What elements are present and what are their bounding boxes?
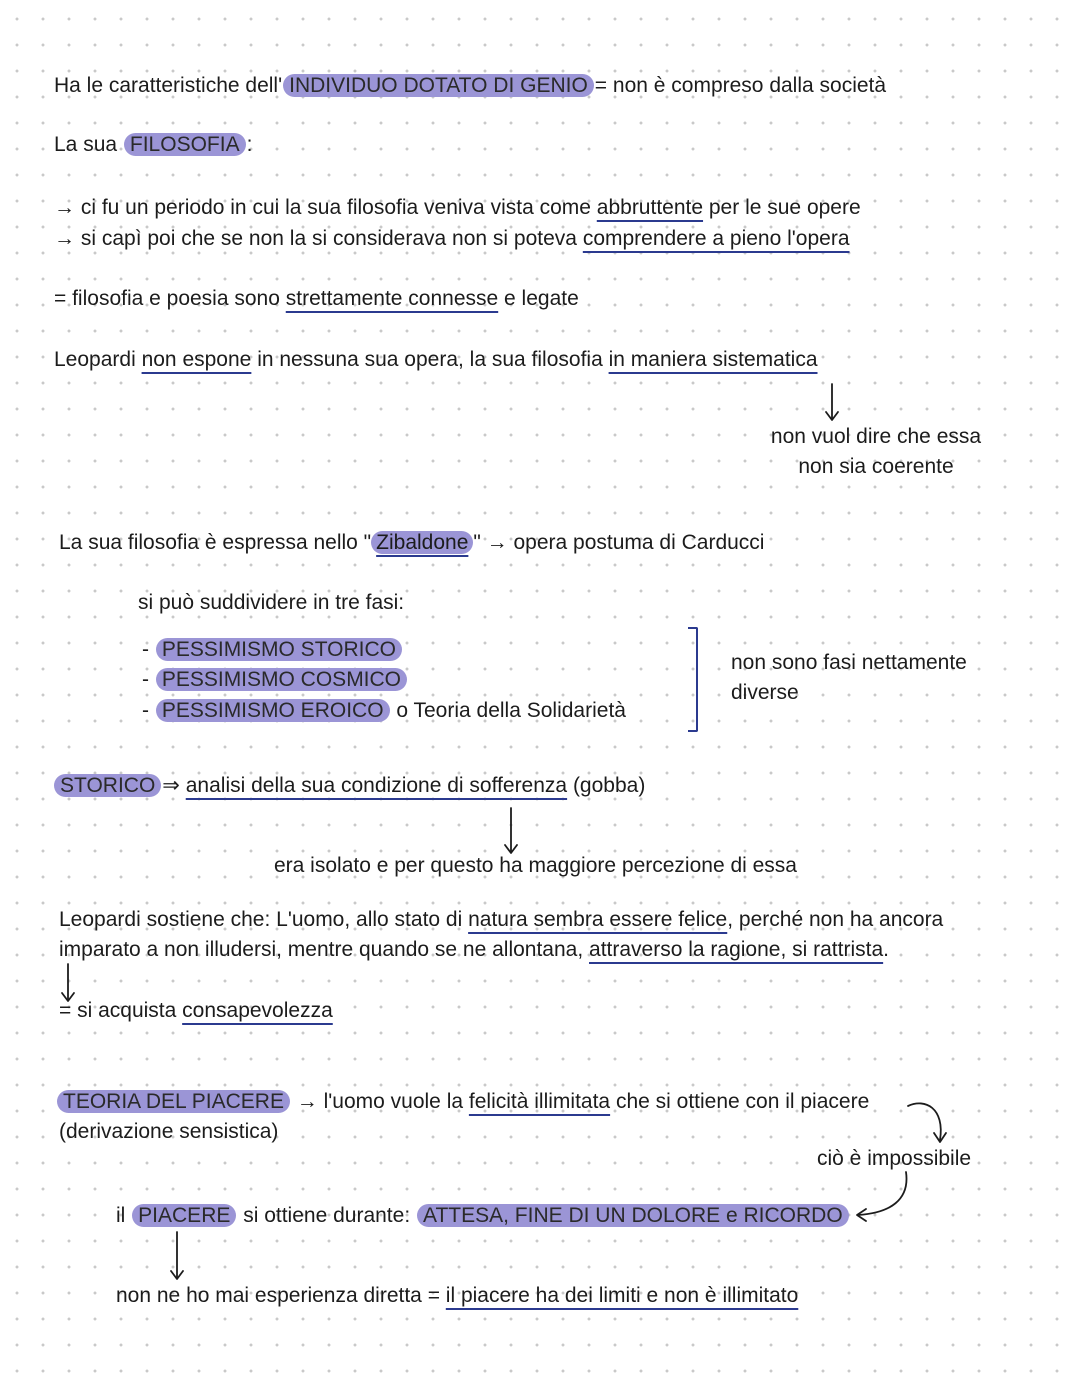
text: " → opera postuma di Carducci	[473, 531, 765, 554]
text: = non è compreso dalla società	[594, 74, 887, 97]
highlight-attesa: ATTESA, FINE DI UN DOLORE e RICORDO	[417, 1204, 849, 1227]
underline-non-espone: non espone	[141, 348, 252, 371]
text: per le sue opere	[703, 196, 861, 219]
highlight-teoria: TEORIA DEL PIACERE	[57, 1090, 290, 1113]
text: → l'uomo vuole la	[290, 1090, 469, 1113]
underline-felicita: felicità illimitata	[468, 1090, 611, 1113]
text: non sia coerente	[798, 455, 954, 478]
text: :	[246, 133, 253, 156]
text: Leopardi sostiene che: L'uomo, allo stato di	[59, 908, 469, 931]
underline-abbruttente: abbruttente	[596, 196, 704, 219]
underline-natura: natura sembra essere felice	[468, 908, 728, 931]
text: in nessuna sua opera, la sua filosofia	[251, 348, 609, 371]
highlight-genio: INDIVIDUO DOTATO DI GENIO	[283, 74, 594, 97]
text: non sono fasi nettamente	[731, 651, 967, 674]
curved-arrow-icon	[857, 1172, 907, 1221]
down-arrow-icon	[826, 384, 838, 420]
line-impossibile: ciò è impossibile	[817, 1147, 972, 1170]
line-fasi: si può suddividere in tre fasi:	[138, 591, 405, 614]
text: diverse	[731, 681, 799, 704]
highlight-filosofia: FILOSOFIA	[124, 133, 246, 156]
curved-arrow-icon	[908, 1103, 946, 1142]
text: non ne ho mai esperienza diretta =	[116, 1284, 446, 1307]
text: → ci fu un periodo in cui la sua filosofia veniva vista come	[54, 196, 597, 219]
highlight-phase: PESSIMISMO STORICO	[156, 638, 402, 661]
text: , perché non ha ancora	[727, 908, 944, 931]
text: o Teoria della Solidarietà	[390, 699, 626, 722]
underline-connesse: strettamente connesse	[285, 287, 499, 310]
text: si ottiene durante:	[237, 1204, 416, 1227]
text: che si ottiene con il piacere	[610, 1090, 870, 1113]
text: il	[116, 1204, 132, 1227]
down-arrow-icon	[171, 1232, 183, 1279]
text: (gobba)	[567, 774, 646, 797]
highlight-piacere: PIACERE	[132, 1204, 236, 1227]
text: .	[883, 938, 889, 961]
underline-limiti: il piacere ha dei limiti e non è illimitato	[445, 1284, 799, 1307]
underline-consapevolezza: consapevolezza	[182, 999, 333, 1022]
underline-analisi: analisi della sua condizione di sofferenza	[185, 774, 568, 797]
underline-comprendere: comprendere a pieno l'opera	[582, 227, 850, 250]
text: Leopardi	[54, 348, 142, 371]
line-isolato: era isolato e per questo ha maggiore percezione di essa	[274, 854, 797, 877]
text: = si acquista	[59, 999, 183, 1022]
underline-sistematica: in maniera sistematica	[608, 348, 818, 371]
highlight-phase: PESSIMISMO EROICO	[156, 699, 390, 722]
highlight-zibaldone: Zibaldone	[371, 531, 473, 554]
text: La sua	[54, 133, 123, 156]
text: non vuol dire che essa	[770, 425, 982, 448]
text: ⇒	[162, 774, 186, 797]
text: -	[142, 638, 155, 661]
down-arrow-icon	[505, 808, 517, 853]
highlight-phase: PESSIMISMO COSMICO	[156, 668, 407, 691]
down-arrow-icon	[62, 964, 74, 1001]
text: → si capì poi che se non la si considerava non si poteva	[54, 227, 583, 250]
text: -	[142, 668, 155, 691]
line-derivazione: (derivazione sensistica)	[59, 1120, 279, 1143]
highlight-storico: STORICO	[54, 774, 161, 797]
text: = filosofia e poesia sono	[54, 287, 286, 310]
text: La sua filosofia è espressa nello "	[59, 531, 372, 554]
underline-ragione: attraverso la ragione, si rattrista	[589, 938, 884, 961]
text: Ha le caratteristiche dell'	[54, 74, 283, 97]
text: imparato a non illudersi, mentre quando se ne allontana,	[59, 938, 590, 961]
text: -	[142, 699, 155, 722]
text: e legate	[498, 287, 579, 310]
